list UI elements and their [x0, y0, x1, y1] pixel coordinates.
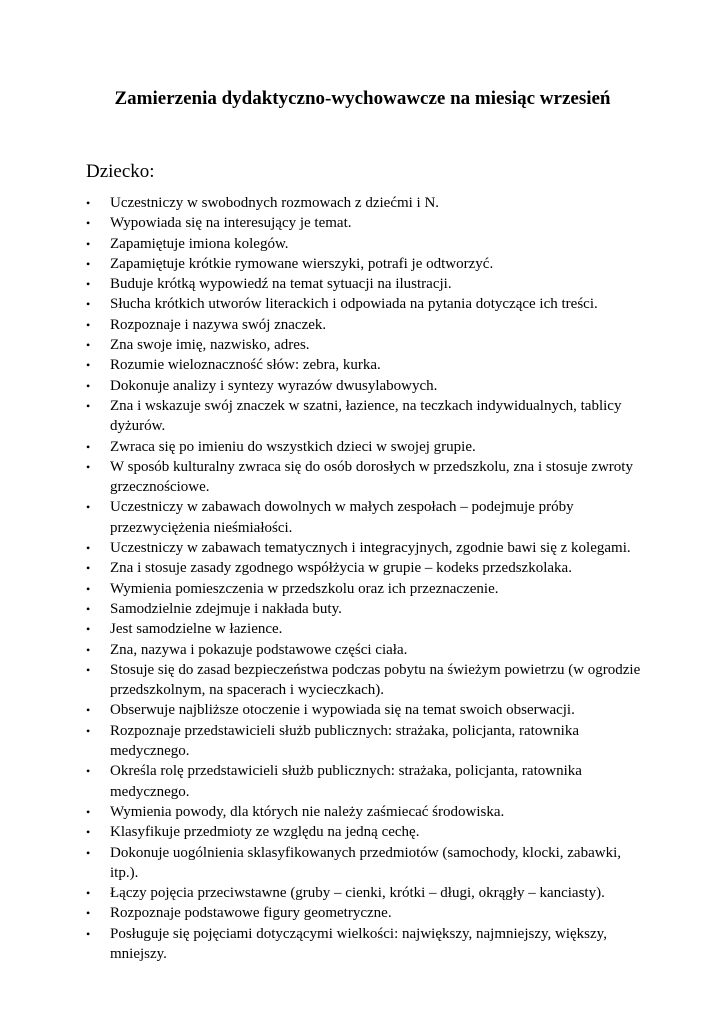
- list-item: [86, 538, 646, 558]
- list-item-text: Zna i wskazuje swój znaczek w szatni, łazience, na teczkach indywidualnych, tablicy dyżurów.: [110, 397, 622, 435]
- list-item-text: Dokonuje analizy i syntezy wyrazów dwusylabowych.: [110, 377, 438, 394]
- bullet-icon: •: [86, 886, 91, 901]
- bullet-icon: •: [86, 601, 91, 616]
- list-item-text: Uczestniczy w zabawach tematycznych i integracyjnych, zgodnie bawi się z kolegami.: [110, 540, 631, 557]
- bullet-icon: •: [86, 256, 91, 271]
- list-item: [86, 761, 646, 802]
- list-item-text: Wymienia pomieszczenia w przedszkolu oraz ich przeznaczenie.: [110, 580, 499, 597]
- bullet-icon: •: [86, 297, 91, 312]
- bullet-icon: •: [86, 804, 91, 819]
- list-item-text: Stosuje się do zasad bezpieczeństwa podczas pobytu na świeżym powietrzu (w ogrodzie przedszkolnym, na spacerach i wycieczkach).: [110, 661, 641, 699]
- list-item: [86, 640, 646, 660]
- list-item: [86, 294, 646, 314]
- bullet-icon: •: [86, 459, 91, 474]
- bullet-icon: •: [86, 764, 91, 779]
- list-item: [86, 558, 646, 578]
- list-item: [86, 822, 646, 842]
- list-item: [86, 457, 646, 498]
- bullet-icon: •: [86, 236, 91, 251]
- list-item-text: Samodzielnie zdejmuje i nakłada buty.: [110, 600, 342, 617]
- bullet-icon: •: [86, 541, 91, 556]
- list-item: [86, 579, 646, 599]
- bullet-icon: •: [86, 906, 91, 921]
- list-item: [86, 335, 646, 355]
- list-item-text: Dokonuje uogólnienia sklasyfikowanych przedmiotów (samochody, klocki, zabawki, itp.).: [110, 844, 621, 881]
- section-heading: Dziecko:: [86, 161, 155, 182]
- bullet-icon: •: [86, 662, 91, 677]
- list-item-text: Uczestniczy w zabawach dowolnych w małych zespołach – podejmuje próby przezwyciężenia nieśmiałości.: [110, 499, 574, 536]
- list-item: [86, 721, 646, 762]
- list-item-text: Zna, nazywa i pokazuje podstawowe części ciała.: [110, 641, 408, 658]
- list-item: [86, 660, 646, 701]
- list-item: [86, 213, 646, 233]
- list-item-text: Uczestniczy w swobodnych rozmowach z dziećmi i N.: [110, 195, 440, 211]
- list-item: [86, 193, 646, 213]
- bullet-icon: •: [86, 723, 91, 738]
- list-item: [86, 396, 646, 437]
- bullet-icon: •: [86, 196, 91, 210]
- list-item-text: W sposób kulturalny zwraca się do osób dorosłych w przedszkolu, zna i stosuje zwroty grzecznościowe.: [110, 458, 633, 496]
- list-item-text: Posługuje się pojęciami dotyczącymi wielkości: największy, najmniejszy, większy, mniejszy.: [110, 925, 607, 962]
- list-item-text: Rozumie wieloznaczność słów: zebra, kurka.: [110, 357, 381, 374]
- list-item: [86, 315, 646, 335]
- list-item: [86, 802, 646, 822]
- list-item: [86, 376, 646, 396]
- list-item-text: Zwraca się po imieniu do wszystkich dzieci w swojej grupie.: [110, 438, 476, 455]
- bullet-list: [86, 193, 646, 964]
- bullet-icon: •: [86, 317, 91, 332]
- list-item: [86, 254, 646, 274]
- list-item-text: Łączy pojęcia przeciwstawne (gruby – cienki, krótki – długi, okrągły – kanciasty).: [110, 885, 605, 902]
- list-item-text: Określa rolę przedstawicieli służb publicznych: strażaka, policjanta, ratownika medycznego.: [110, 763, 582, 800]
- list-item: [86, 619, 646, 639]
- bullet-icon: •: [86, 825, 91, 840]
- bullet-icon: •: [86, 845, 91, 860]
- list-item-text: Wymienia powody, dla których nie należy zaśmiecać środowiska.: [110, 803, 505, 820]
- bullet-icon: •: [86, 500, 91, 515]
- list-item-text: Jest samodzielne w łazience.: [110, 621, 283, 638]
- list-item-text: Klasyfikuje przedmioty ze względu na jedną cechę.: [110, 824, 420, 841]
- list-item: [86, 883, 646, 903]
- list-item: [86, 903, 646, 923]
- bullet-icon: •: [86, 926, 91, 941]
- list-item-text: Zapamiętuje imiona kolegów.: [110, 235, 289, 252]
- list-item: [86, 234, 646, 254]
- bullet-icon: •: [86, 277, 91, 292]
- document-title: Zamierzenia dydaktyczno-wychowawcze na miesiąc wrzesień: [114, 88, 611, 109]
- list-item: [86, 437, 646, 457]
- bullet-icon: •: [86, 439, 91, 454]
- list-item-text: Rozpoznaje przedstawicieli służb publicznych: strażaka, policjanta, ratownika medycznego.: [110, 722, 579, 760]
- bullet-icon: •: [86, 378, 91, 393]
- list-item: [86, 924, 646, 965]
- list-item: [86, 497, 646, 538]
- list-item-text: Zapamiętuje krótkie rymowane wierszyki, potrafi je odtworzyć.: [110, 255, 494, 272]
- list-item: [86, 355, 646, 375]
- bullet-icon: •: [86, 561, 91, 576]
- bullet-icon: •: [86, 216, 91, 231]
- bullet-icon: •: [86, 622, 91, 637]
- list-item: [86, 599, 646, 619]
- list-item-text: Zna i stosuje zasady zgodnego współżycia w grupie – kodeks przedszkolaka.: [110, 560, 572, 577]
- list-item: [86, 843, 646, 884]
- list-item-text: Rozpoznaje podstawowe figury geometryczne.: [110, 905, 392, 922]
- list-item-text: Słucha krótkich utworów literackich i odpowiada na pytania dotyczące ich treści.: [110, 296, 598, 313]
- bullet-icon: •: [86, 398, 91, 413]
- bullet-icon: •: [86, 642, 91, 657]
- bullet-icon: •: [86, 358, 91, 373]
- bullet-icon: •: [86, 703, 91, 718]
- bullet-icon: •: [86, 338, 91, 353]
- list-item-text: Zna swoje imię, nazwisko, adres.: [110, 337, 310, 354]
- list-item: [86, 274, 646, 294]
- list-item-text: Rozpoznaje i nazywa swój znaczek.: [110, 316, 327, 333]
- bullet-icon: •: [86, 581, 91, 596]
- list-item-text: Buduje krótką wypowiedź na temat sytuacji na ilustracji.: [110, 276, 452, 293]
- list-item-text: Obserwuje najbliższe otoczenie i wypowiada się na temat swoich obserwacji.: [110, 702, 575, 719]
- list-item: [86, 700, 646, 720]
- list-item-text: Wypowiada się na interesujący je temat.: [110, 215, 352, 232]
